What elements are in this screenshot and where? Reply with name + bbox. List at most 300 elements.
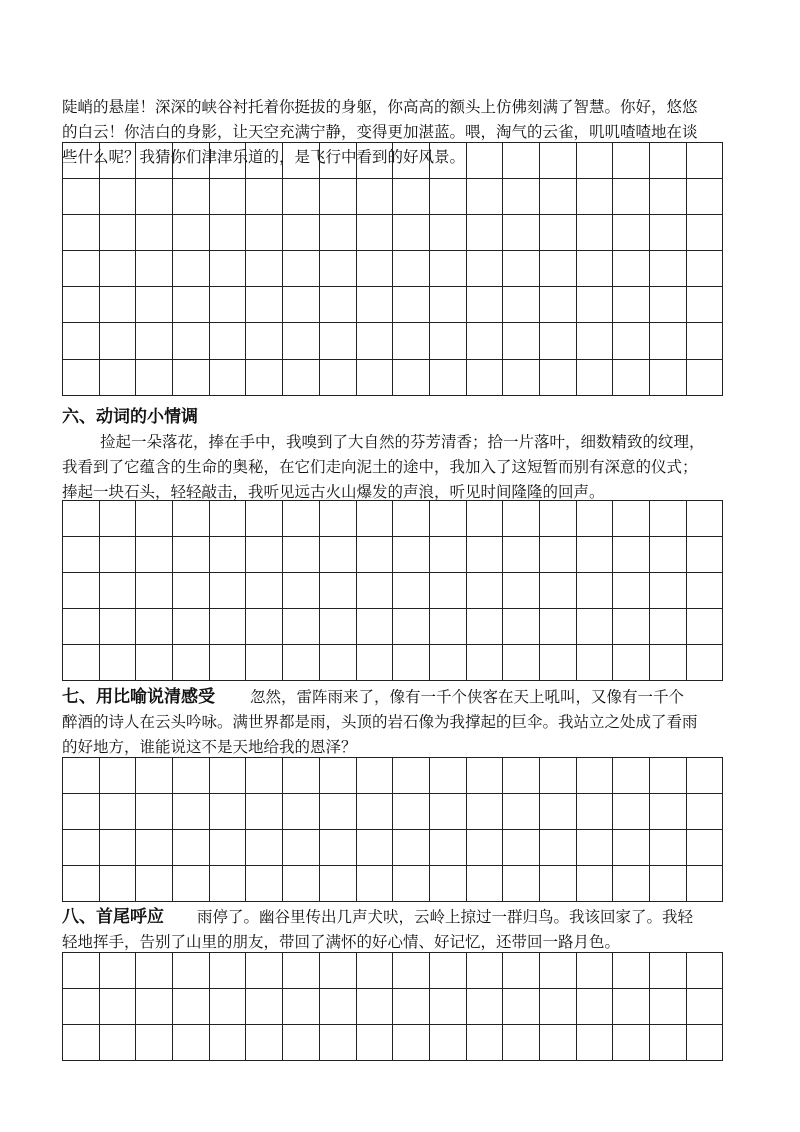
grid-cell[interactable] xyxy=(100,323,137,359)
grid-cell[interactable] xyxy=(210,287,247,323)
grid-cell[interactable] xyxy=(173,323,210,359)
grid-cell[interactable] xyxy=(173,360,210,396)
grid-cell[interactable] xyxy=(283,758,320,794)
grid-cell[interactable] xyxy=(687,953,724,989)
grid-cell[interactable] xyxy=(246,215,283,251)
grid-cell[interactable] xyxy=(210,866,247,902)
grid-cell[interactable] xyxy=(246,143,283,179)
grid-cell[interactable] xyxy=(577,794,614,830)
grid-cell[interactable] xyxy=(503,1025,540,1061)
grid-cell[interactable] xyxy=(63,953,100,989)
grid-cell[interactable] xyxy=(577,645,614,681)
grid-cell[interactable] xyxy=(613,251,650,287)
grid-cell[interactable] xyxy=(650,537,687,573)
grid-cell[interactable] xyxy=(503,989,540,1025)
grid-cell[interactable] xyxy=(136,645,173,681)
grid-cell[interactable] xyxy=(687,287,724,323)
grid-cell[interactable] xyxy=(687,143,724,179)
grid-cell[interactable] xyxy=(246,758,283,794)
grid-cell[interactable] xyxy=(577,501,614,537)
grid-cell[interactable] xyxy=(687,360,724,396)
section5-writing-grid[interactable] xyxy=(62,142,723,396)
grid-cell[interactable] xyxy=(503,143,540,179)
grid-cell[interactable] xyxy=(320,215,357,251)
grid-cell[interactable] xyxy=(613,758,650,794)
grid-cell[interactable] xyxy=(650,866,687,902)
grid-cell[interactable] xyxy=(430,609,467,645)
grid-cell[interactable] xyxy=(283,501,320,537)
grid-cell[interactable] xyxy=(210,251,247,287)
grid-cell[interactable] xyxy=(357,866,394,902)
grid-cell[interactable] xyxy=(100,866,137,902)
grid-cell[interactable] xyxy=(283,794,320,830)
grid-cell[interactable] xyxy=(430,287,467,323)
grid-cell[interactable] xyxy=(320,953,357,989)
grid-cell[interactable] xyxy=(467,866,504,902)
grid-cell[interactable] xyxy=(393,989,430,1025)
grid-cell[interactable] xyxy=(467,1025,504,1061)
grid-cell[interactable] xyxy=(613,179,650,215)
grid-cell[interactable] xyxy=(246,1025,283,1061)
grid-cell[interactable] xyxy=(503,609,540,645)
grid-cell[interactable] xyxy=(100,758,137,794)
grid-cell[interactable] xyxy=(136,794,173,830)
grid-cell[interactable] xyxy=(577,360,614,396)
grid-cell[interactable] xyxy=(503,501,540,537)
grid-cell[interactable] xyxy=(393,501,430,537)
grid-cell[interactable] xyxy=(63,251,100,287)
grid-cell[interactable] xyxy=(173,645,210,681)
grid-cell[interactable] xyxy=(173,830,210,866)
grid-cell[interactable] xyxy=(430,323,467,359)
grid-cell[interactable] xyxy=(393,323,430,359)
grid-cell[interactable] xyxy=(357,989,394,1025)
grid-cell[interactable] xyxy=(393,143,430,179)
grid-cell[interactable] xyxy=(430,251,467,287)
section7-writing-grid[interactable] xyxy=(62,757,723,902)
grid-cell[interactable] xyxy=(357,179,394,215)
grid-cell[interactable] xyxy=(467,609,504,645)
grid-cell[interactable] xyxy=(650,179,687,215)
grid-cell[interactable] xyxy=(430,989,467,1025)
grid-cell[interactable] xyxy=(283,251,320,287)
grid-cell[interactable] xyxy=(63,360,100,396)
grid-cell[interactable] xyxy=(210,573,247,609)
grid-cell[interactable] xyxy=(357,758,394,794)
grid-cell[interactable] xyxy=(320,758,357,794)
grid-cell[interactable] xyxy=(467,645,504,681)
grid-cell[interactable] xyxy=(136,360,173,396)
grid-cell[interactable] xyxy=(650,953,687,989)
grid-cell[interactable] xyxy=(467,323,504,359)
grid-cell[interactable] xyxy=(283,1025,320,1061)
grid-cell[interactable] xyxy=(430,830,467,866)
grid-cell[interactable] xyxy=(210,794,247,830)
grid-cell[interactable] xyxy=(100,360,137,396)
grid-cell[interactable] xyxy=(613,866,650,902)
grid-cell[interactable] xyxy=(136,989,173,1025)
grid-cell[interactable] xyxy=(650,830,687,866)
grid-cell[interactable] xyxy=(467,501,504,537)
grid-cell[interactable] xyxy=(503,179,540,215)
grid-cell[interactable] xyxy=(357,360,394,396)
grid-cell[interactable] xyxy=(430,645,467,681)
grid-cell[interactable] xyxy=(246,323,283,359)
grid-cell[interactable] xyxy=(136,537,173,573)
grid-cell[interactable] xyxy=(210,143,247,179)
grid-cell[interactable] xyxy=(357,1025,394,1061)
grid-cell[interactable] xyxy=(100,143,137,179)
grid-cell[interactable] xyxy=(357,143,394,179)
grid-cell[interactable] xyxy=(577,953,614,989)
grid-cell[interactable] xyxy=(613,1025,650,1061)
grid-cell[interactable] xyxy=(320,830,357,866)
grid-cell[interactable] xyxy=(100,794,137,830)
grid-cell[interactable] xyxy=(100,251,137,287)
grid-cell[interactable] xyxy=(577,287,614,323)
grid-cell[interactable] xyxy=(540,794,577,830)
grid-cell[interactable] xyxy=(63,573,100,609)
grid-cell[interactable] xyxy=(320,501,357,537)
grid-cell[interactable] xyxy=(393,537,430,573)
grid-cell[interactable] xyxy=(320,989,357,1025)
grid-cell[interactable] xyxy=(687,251,724,287)
grid-cell[interactable] xyxy=(687,537,724,573)
grid-cell[interactable] xyxy=(577,323,614,359)
grid-cell[interactable] xyxy=(393,1025,430,1061)
grid-cell[interactable] xyxy=(467,758,504,794)
grid-cell[interactable] xyxy=(357,573,394,609)
grid-cell[interactable] xyxy=(393,360,430,396)
grid-cell[interactable] xyxy=(173,758,210,794)
grid-cell[interactable] xyxy=(283,179,320,215)
grid-cell[interactable] xyxy=(540,215,577,251)
grid-cell[interactable] xyxy=(503,323,540,359)
grid-cell[interactable] xyxy=(467,794,504,830)
grid-cell[interactable] xyxy=(320,537,357,573)
grid-cell[interactable] xyxy=(687,794,724,830)
grid-cell[interactable] xyxy=(613,645,650,681)
grid-cell[interactable] xyxy=(577,179,614,215)
grid-cell[interactable] xyxy=(357,323,394,359)
grid-cell[interactable] xyxy=(320,323,357,359)
grid-cell[interactable] xyxy=(63,645,100,681)
grid-cell[interactable] xyxy=(100,609,137,645)
grid-cell[interactable] xyxy=(320,794,357,830)
grid-cell[interactable] xyxy=(173,179,210,215)
grid-cell[interactable] xyxy=(503,287,540,323)
grid-cell[interactable] xyxy=(430,794,467,830)
grid-cell[interactable] xyxy=(283,215,320,251)
grid-cell[interactable] xyxy=(577,1025,614,1061)
grid-cell[interactable] xyxy=(100,645,137,681)
grid-cell[interactable] xyxy=(613,953,650,989)
grid-cell[interactable] xyxy=(100,989,137,1025)
grid-cell[interactable] xyxy=(283,953,320,989)
grid-cell[interactable] xyxy=(577,215,614,251)
grid-cell[interactable] xyxy=(467,251,504,287)
grid-cell[interactable] xyxy=(687,323,724,359)
grid-cell[interactable] xyxy=(540,830,577,866)
grid-cell[interactable] xyxy=(540,360,577,396)
grid-cell[interactable] xyxy=(173,866,210,902)
grid-cell[interactable] xyxy=(63,989,100,1025)
grid-cell[interactable] xyxy=(100,537,137,573)
grid-cell[interactable] xyxy=(687,866,724,902)
grid-cell[interactable] xyxy=(540,1025,577,1061)
grid-cell[interactable] xyxy=(650,251,687,287)
grid-cell[interactable] xyxy=(246,501,283,537)
grid-cell[interactable] xyxy=(283,866,320,902)
grid-cell[interactable] xyxy=(136,179,173,215)
grid-cell[interactable] xyxy=(503,360,540,396)
grid-cell[interactable] xyxy=(246,953,283,989)
grid-cell[interactable] xyxy=(393,251,430,287)
grid-cell[interactable] xyxy=(613,537,650,573)
grid-cell[interactable] xyxy=(577,609,614,645)
grid-cell[interactable] xyxy=(246,573,283,609)
grid-cell[interactable] xyxy=(613,143,650,179)
grid-cell[interactable] xyxy=(540,501,577,537)
grid-cell[interactable] xyxy=(136,953,173,989)
grid-cell[interactable] xyxy=(210,215,247,251)
grid-cell[interactable] xyxy=(503,537,540,573)
grid-cell[interactable] xyxy=(210,537,247,573)
grid-cell[interactable] xyxy=(100,501,137,537)
grid-cell[interactable] xyxy=(430,1025,467,1061)
grid-cell[interactable] xyxy=(430,953,467,989)
grid-cell[interactable] xyxy=(173,287,210,323)
grid-cell[interactable] xyxy=(283,360,320,396)
grid-cell[interactable] xyxy=(320,360,357,396)
grid-cell[interactable] xyxy=(650,645,687,681)
grid-cell[interactable] xyxy=(357,537,394,573)
grid-cell[interactable] xyxy=(650,1025,687,1061)
grid-cell[interactable] xyxy=(210,953,247,989)
grid-cell[interactable] xyxy=(63,501,100,537)
grid-cell[interactable] xyxy=(687,830,724,866)
grid-cell[interactable] xyxy=(63,143,100,179)
grid-cell[interactable] xyxy=(63,794,100,830)
grid-cell[interactable] xyxy=(540,609,577,645)
grid-cell[interactable] xyxy=(467,287,504,323)
section8-writing-grid[interactable] xyxy=(62,952,723,1061)
grid-cell[interactable] xyxy=(577,989,614,1025)
grid-cell[interactable] xyxy=(687,645,724,681)
grid-cell[interactable] xyxy=(467,830,504,866)
grid-cell[interactable] xyxy=(650,501,687,537)
grid-cell[interactable] xyxy=(283,645,320,681)
grid-cell[interactable] xyxy=(357,287,394,323)
grid-cell[interactable] xyxy=(173,215,210,251)
grid-cell[interactable] xyxy=(210,323,247,359)
grid-cell[interactable] xyxy=(503,794,540,830)
grid-cell[interactable] xyxy=(246,830,283,866)
grid-cell[interactable] xyxy=(467,143,504,179)
grid-cell[interactable] xyxy=(467,215,504,251)
grid-cell[interactable] xyxy=(283,573,320,609)
grid-cell[interactable] xyxy=(540,323,577,359)
grid-cell[interactable] xyxy=(357,215,394,251)
grid-cell[interactable] xyxy=(613,323,650,359)
grid-cell[interactable] xyxy=(540,573,577,609)
grid-cell[interactable] xyxy=(320,609,357,645)
grid-cell[interactable] xyxy=(63,1025,100,1061)
grid-cell[interactable] xyxy=(173,251,210,287)
grid-cell[interactable] xyxy=(430,758,467,794)
grid-cell[interactable] xyxy=(613,215,650,251)
grid-cell[interactable] xyxy=(577,143,614,179)
grid-cell[interactable] xyxy=(136,866,173,902)
grid-cell[interactable] xyxy=(136,501,173,537)
grid-cell[interactable] xyxy=(173,1025,210,1061)
grid-cell[interactable] xyxy=(687,609,724,645)
grid-cell[interactable] xyxy=(613,989,650,1025)
grid-cell[interactable] xyxy=(503,573,540,609)
grid-cell[interactable] xyxy=(246,537,283,573)
grid-cell[interactable] xyxy=(393,287,430,323)
grid-cell[interactable] xyxy=(430,573,467,609)
grid-cell[interactable] xyxy=(246,989,283,1025)
grid-cell[interactable] xyxy=(430,215,467,251)
grid-cell[interactable] xyxy=(320,573,357,609)
grid-cell[interactable] xyxy=(430,143,467,179)
grid-cell[interactable] xyxy=(283,143,320,179)
grid-cell[interactable] xyxy=(210,360,247,396)
grid-cell[interactable] xyxy=(540,989,577,1025)
grid-cell[interactable] xyxy=(210,645,247,681)
grid-cell[interactable] xyxy=(687,989,724,1025)
grid-cell[interactable] xyxy=(357,794,394,830)
grid-cell[interactable] xyxy=(540,537,577,573)
grid-cell[interactable] xyxy=(283,989,320,1025)
grid-cell[interactable] xyxy=(283,609,320,645)
grid-cell[interactable] xyxy=(613,830,650,866)
grid-cell[interactable] xyxy=(210,758,247,794)
grid-cell[interactable] xyxy=(577,866,614,902)
grid-cell[interactable] xyxy=(467,953,504,989)
grid-cell[interactable] xyxy=(577,537,614,573)
grid-cell[interactable] xyxy=(613,360,650,396)
grid-cell[interactable] xyxy=(503,866,540,902)
grid-cell[interactable] xyxy=(357,501,394,537)
grid-cell[interactable] xyxy=(650,573,687,609)
grid-cell[interactable] xyxy=(63,179,100,215)
grid-cell[interactable] xyxy=(320,287,357,323)
grid-cell[interactable] xyxy=(100,287,137,323)
grid-cell[interactable] xyxy=(430,866,467,902)
grid-cell[interactable] xyxy=(393,758,430,794)
grid-cell[interactable] xyxy=(210,609,247,645)
grid-cell[interactable] xyxy=(393,609,430,645)
grid-cell[interactable] xyxy=(650,360,687,396)
grid-cell[interactable] xyxy=(687,179,724,215)
grid-cell[interactable] xyxy=(136,215,173,251)
grid-cell[interactable] xyxy=(210,179,247,215)
grid-cell[interactable] xyxy=(173,573,210,609)
grid-cell[interactable] xyxy=(246,287,283,323)
grid-cell[interactable] xyxy=(320,645,357,681)
grid-cell[interactable] xyxy=(320,1025,357,1061)
grid-cell[interactable] xyxy=(577,251,614,287)
grid-cell[interactable] xyxy=(393,953,430,989)
grid-cell[interactable] xyxy=(687,573,724,609)
grid-cell[interactable] xyxy=(650,323,687,359)
grid-cell[interactable] xyxy=(613,609,650,645)
grid-cell[interactable] xyxy=(320,866,357,902)
grid-cell[interactable] xyxy=(100,573,137,609)
grid-cell[interactable] xyxy=(430,537,467,573)
grid-cell[interactable] xyxy=(393,866,430,902)
grid-cell[interactable] xyxy=(540,645,577,681)
grid-cell[interactable] xyxy=(503,953,540,989)
grid-cell[interactable] xyxy=(357,830,394,866)
grid-cell[interactable] xyxy=(320,251,357,287)
grid-cell[interactable] xyxy=(687,501,724,537)
grid-cell[interactable] xyxy=(467,989,504,1025)
grid-cell[interactable] xyxy=(540,251,577,287)
grid-cell[interactable] xyxy=(687,758,724,794)
grid-cell[interactable] xyxy=(173,989,210,1025)
grid-cell[interactable] xyxy=(613,287,650,323)
grid-cell[interactable] xyxy=(503,645,540,681)
grid-cell[interactable] xyxy=(467,537,504,573)
grid-cell[interactable] xyxy=(173,794,210,830)
grid-cell[interactable] xyxy=(393,645,430,681)
grid-cell[interactable] xyxy=(430,360,467,396)
grid-cell[interactable] xyxy=(393,573,430,609)
grid-cell[interactable] xyxy=(136,609,173,645)
grid-cell[interactable] xyxy=(503,758,540,794)
grid-cell[interactable] xyxy=(540,758,577,794)
grid-cell[interactable] xyxy=(467,179,504,215)
grid-cell[interactable] xyxy=(577,573,614,609)
grid-cell[interactable] xyxy=(100,215,137,251)
grid-cell[interactable] xyxy=(100,953,137,989)
grid-cell[interactable] xyxy=(136,287,173,323)
grid-cell[interactable] xyxy=(577,830,614,866)
grid-cell[interactable] xyxy=(357,251,394,287)
grid-cell[interactable] xyxy=(246,179,283,215)
grid-cell[interactable] xyxy=(100,1025,137,1061)
grid-cell[interactable] xyxy=(357,609,394,645)
grid-cell[interactable] xyxy=(173,953,210,989)
grid-cell[interactable] xyxy=(320,179,357,215)
grid-cell[interactable] xyxy=(63,830,100,866)
grid-cell[interactable] xyxy=(540,866,577,902)
grid-cell[interactable] xyxy=(173,501,210,537)
grid-cell[interactable] xyxy=(430,179,467,215)
grid-cell[interactable] xyxy=(210,501,247,537)
grid-cell[interactable] xyxy=(320,143,357,179)
grid-cell[interactable] xyxy=(210,1025,247,1061)
grid-cell[interactable] xyxy=(63,287,100,323)
grid-cell[interactable] xyxy=(100,179,137,215)
grid-cell[interactable] xyxy=(687,215,724,251)
grid-cell[interactable] xyxy=(283,830,320,866)
grid-cell[interactable] xyxy=(650,989,687,1025)
grid-cell[interactable] xyxy=(613,794,650,830)
grid-cell[interactable] xyxy=(613,573,650,609)
grid-cell[interactable] xyxy=(63,215,100,251)
grid-cell[interactable] xyxy=(63,609,100,645)
grid-cell[interactable] xyxy=(393,215,430,251)
grid-cell[interactable] xyxy=(283,537,320,573)
grid-cell[interactable] xyxy=(650,143,687,179)
grid-cell[interactable] xyxy=(136,251,173,287)
grid-cell[interactable] xyxy=(540,953,577,989)
grid-cell[interactable] xyxy=(136,1025,173,1061)
